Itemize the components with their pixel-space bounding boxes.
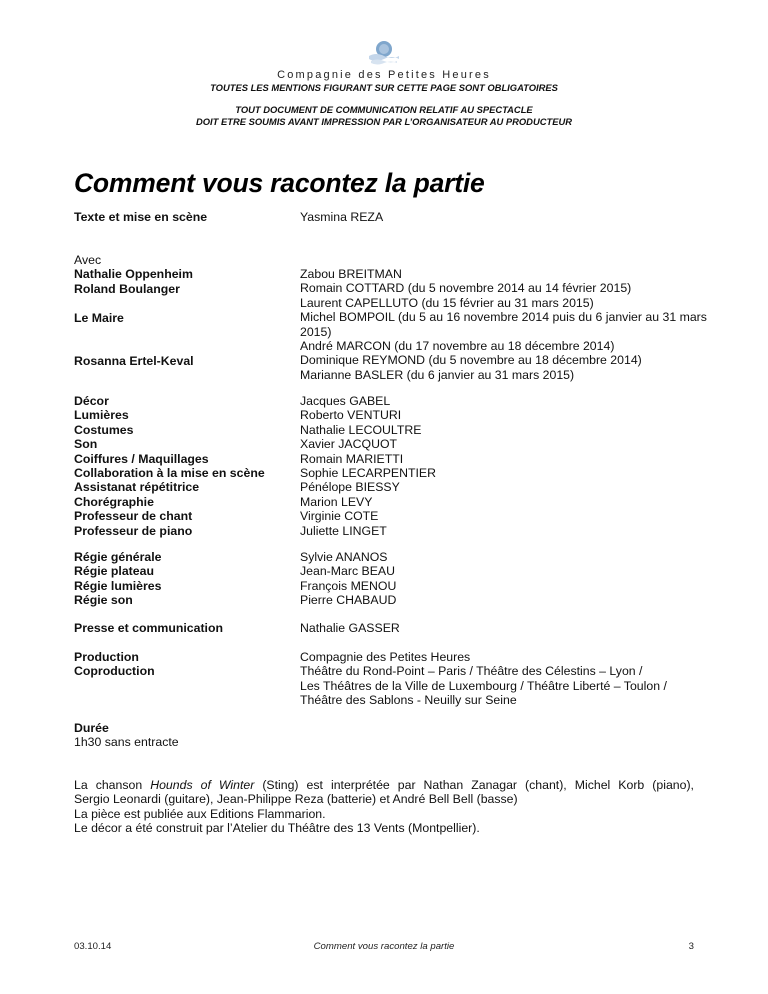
duree-label: Durée (74, 721, 109, 735)
role-maire: Le Maire (74, 310, 124, 325)
duree-value: 1h30 sans entracte (74, 735, 179, 750)
production-labels: Production Coproduction (74, 650, 155, 679)
chanson-line-1: La chanson Hounds of Winter (Sting) est interprétée par Nathan Zanagar (chant), Michel Korb (piano), (74, 778, 694, 792)
team-values: Jacques GABEL Roberto VENTURI Nathalie LECOULTRE Xavier JACQUOT Romain MARIETTI Sophie LECARPENTIER Pénélope BIESSY Marion LEVY Virginie COTE Juliette LINGET (300, 394, 437, 538)
show-title: Comment vous racontez la partie (74, 168, 485, 198)
role-rosanna: Rosanna Ertel-Keval (74, 353, 194, 368)
communication-notice: TOUT DOCUMENT DE COMMUNICATION RELATIF AU SPECTACLE DOIT ETRE SOUMIS AVANT IMPRESSION PAR L’ORGANISATEUR AU PRODUCTEUR (195, 104, 573, 127)
chanson-line-2: Sergio Leonardi (guitare), Jean-Philippe Reza (batterie) et André Bell Bell (basse) (74, 792, 518, 807)
production-notes (74, 778, 694, 836)
page-number: 3 (688, 941, 694, 952)
mandatory-mentions-notice: TOUTES LES MENTIONS FIGURANT SUR CETTE PAGE SONT OBLIGATOIRES (210, 82, 558, 93)
footer-date: 03.10.14 (74, 941, 112, 952)
role-roland: Roland Boulanger (74, 281, 180, 296)
duree-block (74, 721, 299, 750)
regie-values: Sylvie ANANOS Jean-Marc BEAU François MENOU Pierre CHABAUD (300, 550, 397, 608)
credit-label-presse: Presse et communication (74, 621, 223, 635)
cast-labels (74, 253, 299, 368)
footer-title: Comment vous racontez la partie (313, 941, 455, 952)
decor-line: Le décor a été construit par l’Atelier du Théâtre des 13 Vents (Montpellier). (74, 821, 480, 836)
credit-value-texte: Yasmina REZA (300, 210, 384, 224)
avec-label: Avec (74, 253, 102, 267)
cast-values: Zabou BREITMAN Romain COTTARD (du 5 novembre 2014 au 14 février 2015) Laurent CAPELLUTO (du 15 février au 31 mars 2015) Michel BOMPOIL (du 5 au 16 novembre 2014 puis du 6 janvier au 31 mars 2015) André MARCON (du 17 novembre au 18 décembre 2014) Dominique REYMOND (du 5 novembre au 18 décembre 2014) Marianne BASLER (du 6 janvier au 31 mars 2015) (300, 267, 707, 382)
piece-line: La pièce est publiée aux Editions Flammarion. (74, 806, 326, 821)
sun-over-waves-logo (368, 39, 400, 69)
team-labels: Décor Lumières Costumes Son Coiffures / Maquillages Collaboration à la mise en scène Assistanat répétitrice Chorégraphie Professeur de chant Professeur de piano (74, 394, 265, 538)
credit-label-texte: Texte et mise en scène (74, 210, 208, 224)
production-values: Compagnie des Petites Heures Théâtre du Rond-Point – Paris / Théâtre des Célestins – Lyon / Les Théâtres de la Ville de Luxembourg / Théâtre Liberté – Toulon / Théâtre des Sablons - Neuilly sur Seine (300, 650, 667, 708)
credit-value-presse: Nathalie GASSER (300, 621, 400, 635)
regie-labels: Régie générale Régie plateau Régie lumières Régie son (74, 550, 162, 608)
company-name: Compagnie des Petites Heures (277, 69, 491, 81)
role-nathalie: Nathalie Oppenheim (74, 267, 193, 282)
